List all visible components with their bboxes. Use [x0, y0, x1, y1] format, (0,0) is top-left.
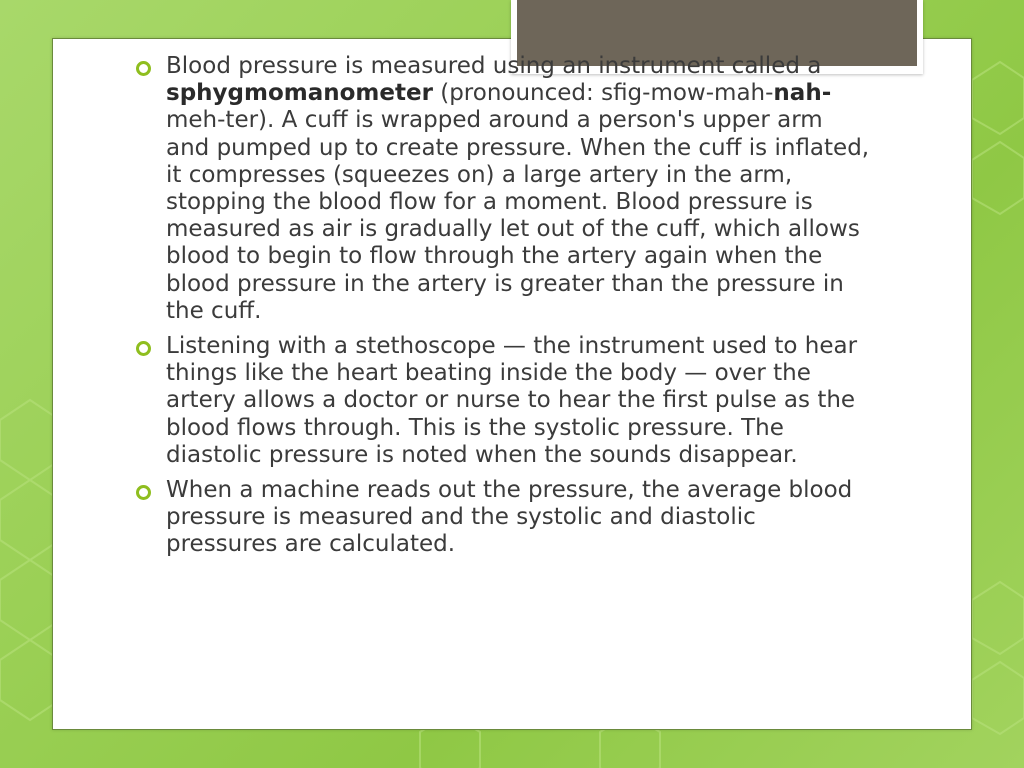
bullet-text-1: Blood pressure is measured using an instrument called a sphygmomanometer (pronounced: sfig-mow-mah-nah-meh-ter). A cuff is wrapped around a person's upper arm and pumped up to create pressure. When the cuff is inflated, it compresses (squeezes on) a large artery in the arm, stopping the blood flow for a moment. Blood pressure is measured as air is gradually let out of the cuff, which allows blood to begin to flow through the artery again when the blood pressure in the artery is greater than the pressure in the cuff.: [166, 53, 870, 324]
circle-bullet-icon: [136, 485, 151, 500]
bullet-item-1: [136, 53, 871, 325]
bullet-item-2: [136, 333, 871, 469]
term-sphygmomanometer: sphygmomanometer: [166, 80, 433, 107]
bullet-text-3: When a machine reads out the pressure, the average blood pressure is measured and the systolic and diastolic pressures are calculated.: [166, 477, 853, 558]
stressed-syllable: nah-: [773, 80, 832, 107]
circle-bullet-icon: [136, 341, 151, 356]
bullet-item-3: [136, 477, 871, 559]
circle-bullet-icon: [136, 61, 151, 76]
bullet-text-2: Listening with a stethoscope — the instrument used to hear things like the heart beating inside the body — over the artery allows a doctor or nurse to hear the first pulse as the blood flows through. This is the systolic pressure. The diastolic pressure is noted when the sounds disappear.: [166, 333, 858, 468]
bullet-list: [136, 53, 871, 567]
